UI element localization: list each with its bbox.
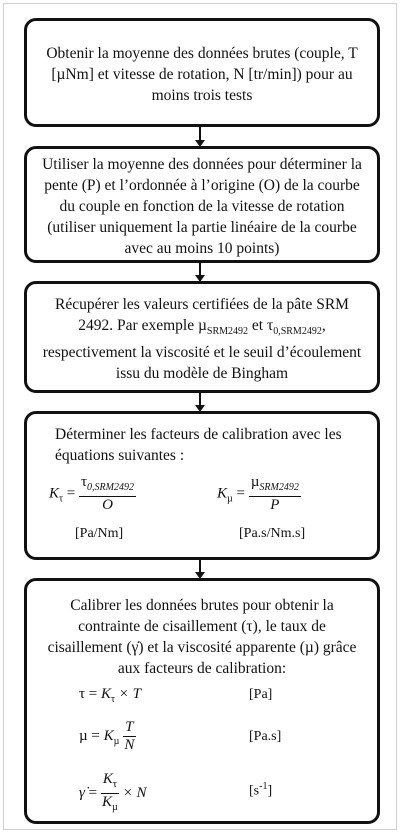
eq-tau-rest: × T (118, 686, 142, 702)
arrow-1-2 (199, 127, 201, 146)
eq-mu-k-sub: µ (113, 735, 120, 747)
step-3-box (24, 281, 380, 393)
unit-k-mu: [Pa.s/Nm.s] (239, 526, 306, 541)
unit-gamma-pre: [s (249, 783, 260, 799)
eq-tau-k: K (101, 686, 112, 702)
eq-tau-lhs: τ (79, 686, 86, 702)
equation-k-tau: $K_\tau$ = $\frac{\tau_{0,SRM2492}}{O}$ (49, 474, 134, 513)
step-4-box (24, 411, 380, 560)
step-3-sub-b: 0,SRM2492 (273, 326, 322, 338)
eq-mu-lhs: µ (79, 727, 88, 744)
eq-k-tau-lhs: K (49, 485, 60, 502)
unit-tau: [Pa] (249, 687, 273, 702)
step-5-text: Calibrer les données brutes pour obtenir la contrainte de cisaillement (τ), le taux de cisaillement (γ̇) et la viscosité apparente (µ) grâce aux facteurs de calibration: (47, 597, 357, 677)
step-3-text-c: , respectivement la viscosité et le seuil d’écoulement issu du modèle de Bingham (42, 317, 362, 383)
eq-k-mu-num: µ (250, 474, 260, 490)
step-3-text-b: et τ (248, 317, 274, 334)
eq-k-mu-fraction (249, 474, 301, 514)
eq-k-tau-num-sub: 0,SRM2492 (87, 482, 134, 493)
step-3-text-a: Récupérer les valeurs certifiées de la pâte SRM 2492. Par exemple µ (55, 296, 349, 334)
eq-k-mu-den: P (270, 497, 280, 513)
eq-k-tau-lhs-sub: τ (59, 493, 64, 505)
equation-k-mu: $K_\mu$ = $\frac{\mu_{SRM2492}}{P}$ (217, 474, 299, 513)
eq-k-tau-den: O (102, 497, 113, 513)
eq-mu-den: N (124, 737, 135, 753)
step-1-text: Obtenir la moyenne des données brutes (couple, T [µNm] et vitesse de rotation, N [tr/min]) pour au moins trois tests (46, 45, 358, 104)
eq-gamma-den-sub: µ (112, 802, 118, 813)
eq-gamma-num-sub: τ (112, 779, 117, 790)
eq-k-mu-num-sub: SRM2492 (259, 482, 299, 493)
equation-gamma: γ̇ = $\frac{K_\tau}{K_\mu}$ × N (79, 771, 147, 816)
eq-gamma-rest: × N (122, 784, 147, 801)
eq-gamma-lhs: γ̇ (79, 784, 85, 801)
unit-gamma-sup: -1 (259, 781, 268, 792)
step-5-box (24, 578, 380, 824)
unit-gamma (249, 781, 272, 800)
eq-k-mu-lhs: K (217, 485, 228, 502)
arrow-4-5 (199, 560, 201, 578)
unit-mu: [Pa.s] (249, 729, 282, 744)
step-3-sub-a: SRM2492 (206, 326, 249, 338)
eq-mu-fraction (123, 719, 135, 754)
arrow-3-4 (199, 393, 201, 411)
step-4-text: Déterminer les facteurs de calibration avec les équations suivantes : (55, 426, 342, 464)
eq-gamma-fraction (101, 771, 119, 816)
arrow-2-3 (199, 263, 201, 281)
step-1-box (24, 18, 380, 127)
eq-mu-k: K (103, 727, 114, 744)
eq-gamma-num: K (102, 771, 113, 787)
equation-tau: $\tau = K_\tau \times T$ (79, 686, 142, 705)
eq-mu-num: T (125, 719, 134, 735)
eq-k-tau-fraction (79, 474, 136, 514)
eq-gamma-den: K (102, 794, 113, 810)
step-2-box (24, 146, 380, 263)
equation-mu: $\mu = K_\mu$ $\frac{T}{N}$ (79, 719, 135, 753)
eq-k-mu-lhs-sub: µ (227, 493, 233, 505)
unit-k-tau: [Pa/Nm] (75, 526, 124, 541)
step-2-text: Utiliser la moyenne des données pour déterminer la pente (P) et l’ordonnée à l’origine (O) de la courbe du couple en fonction de la vitesse de rotation (utiliser uniquement la partie linéaire de la courbe avec au moins 10 points) (42, 156, 362, 257)
unit-gamma-post: ] (267, 783, 273, 799)
eq-tau-k-sub: τ (111, 694, 116, 705)
eq-k-tau-num: τ (81, 474, 88, 490)
step-3-text (27, 284, 377, 384)
